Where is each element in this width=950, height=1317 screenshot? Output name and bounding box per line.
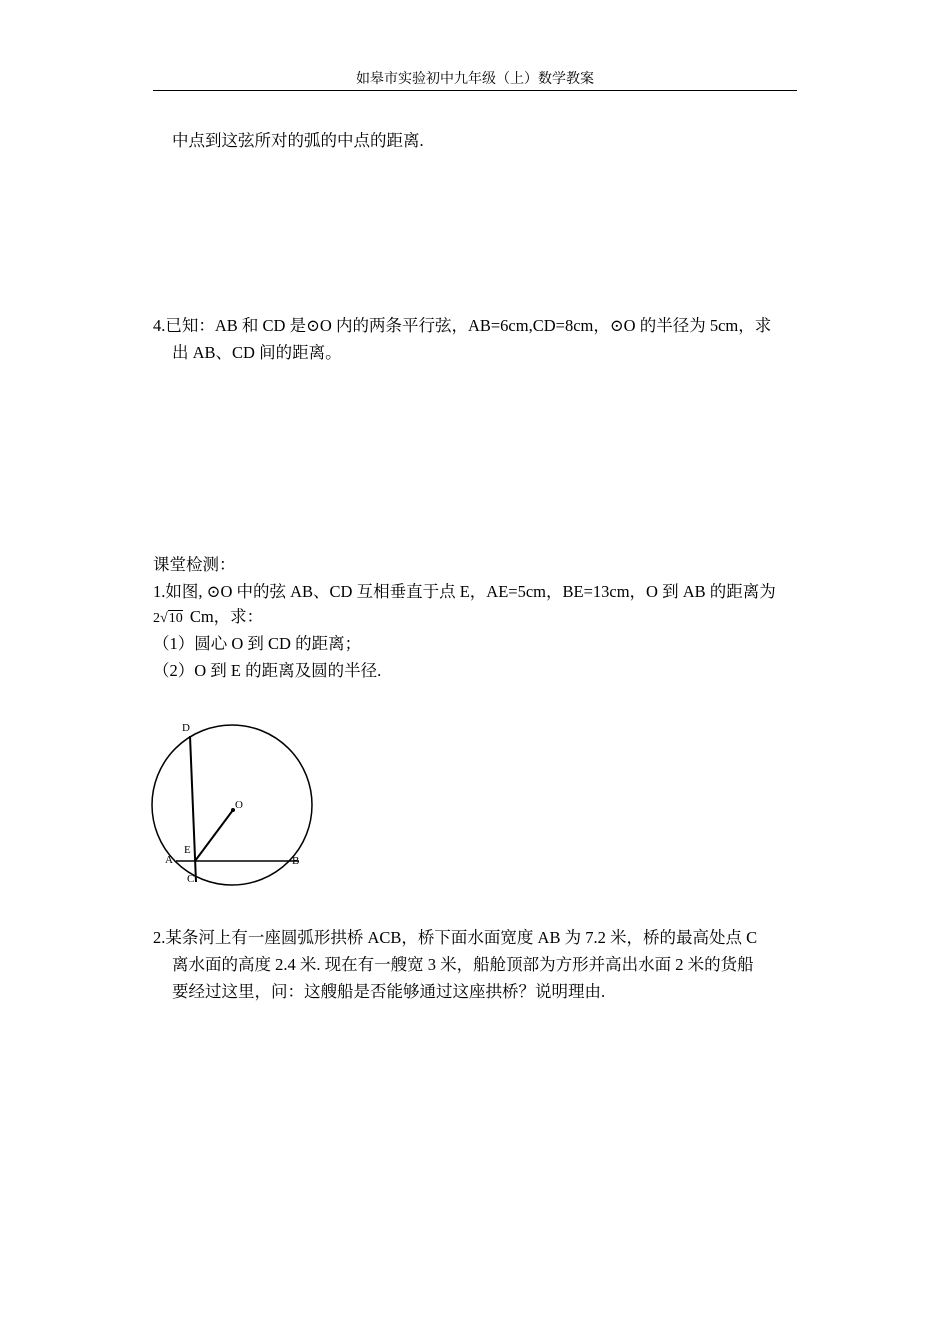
previous-problem-continuation: 中点到这弦所对的弧的中点的距离. — [172, 131, 424, 150]
label-d: D — [182, 722, 190, 734]
test-2-line-3: 要经过这里，问：这艘船是否能够通过这座拱桥？说明理由. — [172, 982, 606, 1001]
radical-sign: √ — [160, 611, 168, 626]
label-e: E — [184, 844, 191, 856]
test-1-line-2-text: Cm，求： — [185, 607, 264, 626]
page-header: 如皋市实验初中九年级（上）数学教案 — [153, 70, 797, 91]
test-1-line-2 — [153, 606, 263, 630]
problem-4-line-1: 4.已知：AB 和 CD 是⊙O 内的两条平行弦，AB=6cm,CD=8cm，⊙O 的半径为 5cm，求 — [153, 316, 772, 335]
test-1-question-1: （1）圆心 O 到 CD 的距离； — [153, 634, 362, 653]
test-2-line-2: 离水面的高度 2.4 米. 现在有一艘宽 3 米，船舱顶部为方形并高出水面 2 米的货船 — [172, 955, 754, 974]
label-c: C — [187, 873, 195, 885]
problem-4-line-2: 出 AB、CD 间的距离。 — [172, 343, 342, 362]
radical-value: 10 — [168, 611, 183, 626]
test-1-question-2: （2）O 到 E 的距离及圆的半径. — [153, 661, 382, 680]
label-b: B — [292, 855, 300, 867]
segment-oe — [195, 810, 233, 861]
test-1-line-1: 1.如图, ⊙O 中的弦 AB、CD 互相垂直于点 E，AE=5cm，BE=13cm，O 到 AB 的距离为 — [153, 582, 776, 601]
label-a: A — [165, 854, 173, 866]
label-o: O — [235, 799, 243, 811]
circle-diagram — [140, 712, 330, 892]
circle-figure — [140, 712, 330, 892]
radical-coefficient: 2 — [153, 611, 160, 626]
test-2-line-1: 2.某条河上有一座圆弧形拱桥 ACB，桥下面水面宽度 AB 为 7.2 米，桥的最高处点 C — [153, 928, 758, 947]
radical-expression — [153, 608, 183, 630]
section-title: 课堂检测： — [153, 555, 236, 574]
